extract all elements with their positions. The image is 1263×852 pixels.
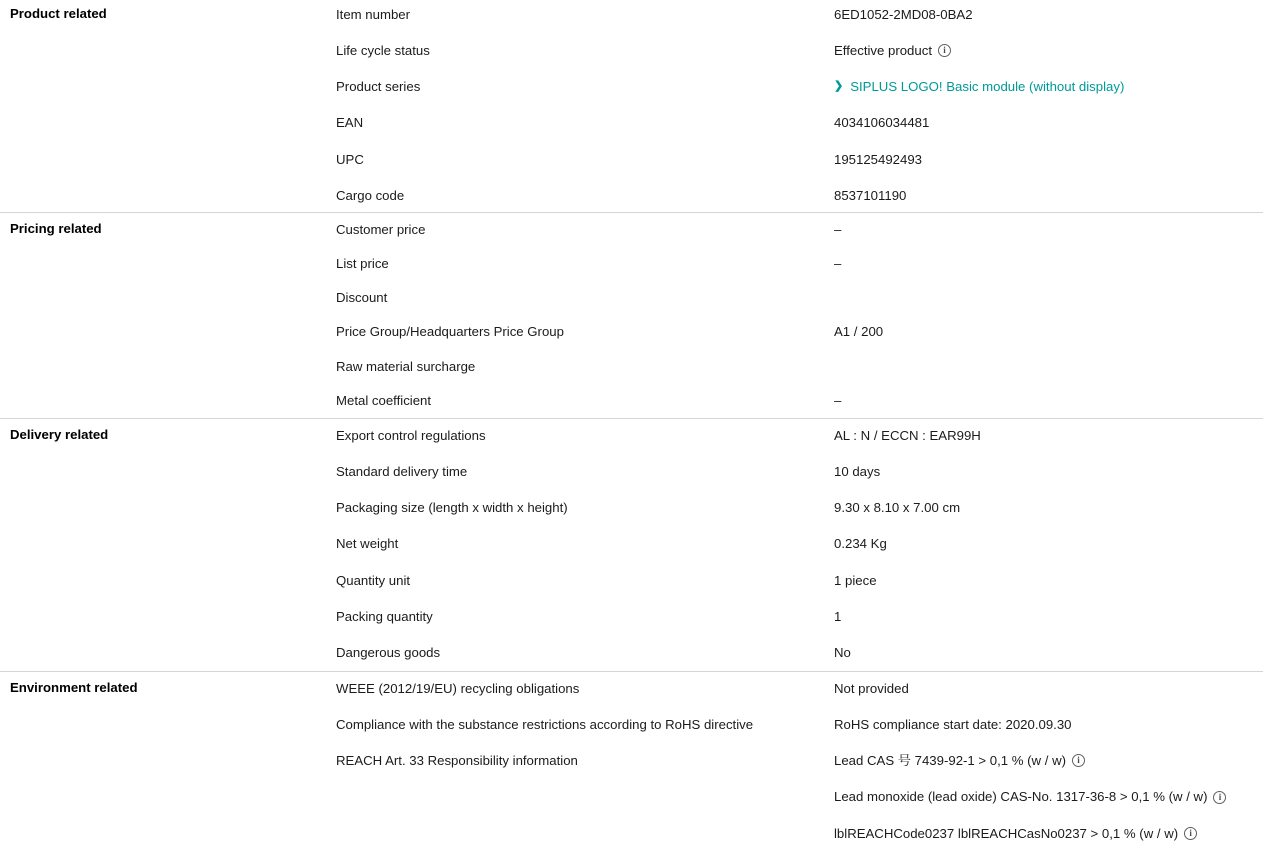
row-value-text: – (834, 256, 842, 272)
row-value-text: 8537101190 (834, 187, 907, 203)
row-value-multi (834, 752, 1263, 841)
info-icon[interactable]: i (938, 44, 951, 57)
row-label: Raw material surcharge (336, 358, 476, 374)
row-label: Standard delivery time (336, 464, 468, 480)
detail-row (336, 716, 1263, 733)
detail-row (336, 644, 1263, 661)
section-pricing-related (0, 212, 1263, 418)
row-label: WEEE (2012/19/EU) recycling obligations (336, 680, 580, 696)
row-label: Customer price (336, 221, 426, 237)
row-label: Price Group/Headquarters Price Group (336, 324, 564, 340)
detail-row (336, 78, 1263, 95)
detail-row (336, 392, 1263, 409)
detail-row (336, 427, 1263, 444)
row-label: List price (336, 256, 389, 272)
detail-row (336, 42, 1263, 59)
row-value (834, 255, 1263, 272)
detail-row (336, 6, 1263, 23)
row-value (834, 535, 1263, 552)
row-value (834, 572, 1263, 589)
row-value (834, 78, 1263, 95)
section-product-related (0, 0, 1263, 212)
row-value (834, 608, 1263, 625)
row-label: REACH Art. 33 Responsibility information (336, 753, 578, 769)
row-value-text: Not provided (834, 680, 909, 696)
row-value (834, 644, 1263, 661)
row-label: Dangerous goods (336, 644, 441, 660)
section-delivery-related (0, 418, 1263, 671)
section-title-delivery-related: Delivery related (10, 426, 109, 442)
row-value-text: Lead CAS 号 7439-92-1 > 0,1 % (w / w) (834, 753, 1066, 769)
row-value (834, 151, 1263, 168)
row-label: UPC (336, 151, 364, 167)
row-value-text: No (834, 644, 851, 660)
product-series-link[interactable]: SIPLUS LOGO! Basic module (without display) (850, 79, 1125, 95)
chevron-right-icon: ❯ (834, 80, 844, 93)
detail-row (336, 358, 1263, 375)
row-value (834, 221, 1263, 238)
row-label: Quantity unit (336, 572, 411, 588)
row-value-text: AL : N / ECCN : EAR99H (834, 427, 981, 443)
row-value (834, 716, 1263, 733)
row-label: Product series (336, 79, 421, 95)
row-label: Life cycle status (336, 43, 430, 59)
row-label: Compliance with the substance restrictions according to RoHS directive (336, 717, 754, 733)
row-value-text: 9.30 x 8.10 x 7.00 cm (834, 500, 961, 516)
detail-row (336, 752, 1263, 841)
section-title-product-related: Product related (10, 6, 107, 21)
row-value (834, 499, 1263, 516)
row-label: EAN (336, 115, 364, 131)
row-value-text: 4034106034481 (834, 115, 930, 131)
row-value-text: Lead monoxide (lead oxide) CAS-No. 1317-36-8 > 0,1 % (w / w) (834, 789, 1208, 805)
row-value-text: 6ED1052-2MD08-0BA2 (834, 7, 973, 22)
row-value-text: 1 (834, 608, 842, 624)
detail-row (336, 499, 1263, 516)
row-value-text: 195125492493 (834, 151, 923, 167)
row-label: Item number (336, 7, 411, 22)
row-value-text: A1 / 200 (834, 324, 884, 340)
row-value (834, 463, 1263, 480)
row-value (834, 187, 1263, 204)
info-icon[interactable]: i (1072, 754, 1085, 767)
row-label: Discount (336, 290, 388, 306)
detail-row (336, 572, 1263, 589)
row-value (834, 6, 1263, 23)
row-value (834, 323, 1263, 340)
row-label: Packing quantity (336, 608, 433, 624)
row-value-text: Effective product (834, 43, 932, 59)
detail-row (336, 535, 1263, 552)
detail-row (336, 151, 1263, 168)
row-label: Cargo code (336, 187, 405, 203)
detail-row (336, 608, 1263, 625)
rows-delivery-related (336, 427, 1263, 661)
section-title-pricing-related: Pricing related (10, 220, 102, 236)
detail-row (336, 680, 1263, 697)
info-icon[interactable]: i (1184, 827, 1197, 840)
row-value (834, 427, 1263, 444)
detail-row (336, 289, 1263, 306)
detail-row (336, 221, 1263, 238)
row-value-text: 0.234 Kg (834, 536, 887, 552)
row-value (834, 392, 1263, 409)
row-label: Metal coefficient (336, 392, 432, 408)
row-value (834, 42, 1263, 59)
row-value-text: lblREACHCode0237 lblREACHCasNo0237 > 0,1 % (w / w) (834, 825, 1179, 841)
row-value (834, 680, 1263, 697)
rows-pricing-related (336, 221, 1263, 409)
row-label: Packaging size (length x width x height) (336, 500, 568, 516)
section-title-environment-related: Environment related (10, 679, 138, 695)
row-label: Net weight (336, 536, 399, 552)
section-environment-related (0, 671, 1263, 852)
detail-row (336, 463, 1263, 480)
rows-product-related (336, 6, 1263, 204)
row-value (834, 114, 1263, 131)
row-value-text: – (834, 221, 842, 237)
row-value-text: RoHS compliance start date: 2020.09.30 (834, 717, 1072, 733)
detail-row (336, 114, 1263, 131)
row-value-text: – (834, 392, 842, 408)
info-icon[interactable]: i (1213, 791, 1226, 804)
row-value-text: 10 days (834, 464, 881, 480)
detail-row (336, 323, 1263, 340)
detail-row (336, 187, 1263, 204)
row-value-text: 1 piece (834, 572, 877, 588)
row-label: Export control regulations (336, 427, 486, 443)
detail-row (336, 255, 1263, 272)
